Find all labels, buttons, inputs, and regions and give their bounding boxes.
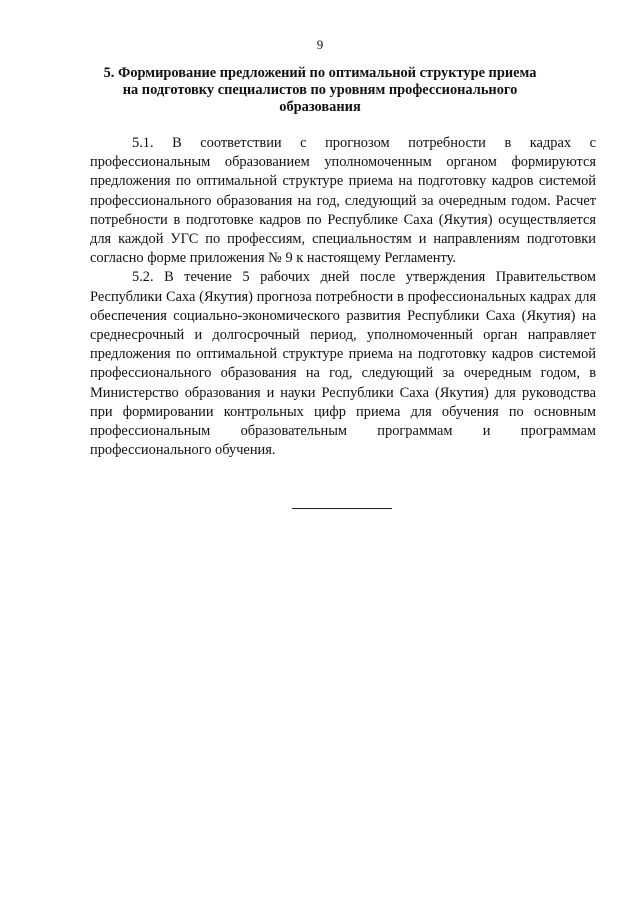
page-number: 9 [316, 37, 324, 52]
paragraph-5-1: 5.1. В соответствии с прогнозом потребности в кадрах с профессиональным образованием уполномоченным органом формируются предложения по оптимальной структуре приема на подготовку кадров системой профессионального образования на год, следующий за очередным годом. Расчет потребности в подготовке кадров по Республике Саха (Якутия) осуществляется для каждой УГС по профессиям, специальностям и направлениям подготовки согласно форме приложения № 9 к настоящему Регламенту. [90, 135, 596, 267]
end-separator-line [292, 508, 392, 509]
body-text [90, 134, 596, 460]
paragraph-5-2: 5.2. В течение 5 рабочих дней после утверждения Правительством Республики Саха (Якутия) прогноза потребности в профессиональных кадрах для обеспечения социально-экономического развития Республики Саха (Якутия) на среднесрочный и долгосрочный период, уполномоченный орган направляет предложения по оптимальной структуре приема на подготовку кадров системой профессионального образования на год, следующий за очередным годом, в Министерство образования и науки Республики Саха (Якутия) для руководства при формировании контрольных цифр приема для обучения по основным профессиональным образовательным программам и программам профессионального обучения. [90, 269, 596, 459]
section-title-line: образования [279, 99, 361, 115]
section-title [90, 65, 550, 116]
section-title-line: 5. Формирование предложений по оптимальной структуре приема [103, 65, 537, 81]
section-title-line: на подготовку специалистов по уровням профессионального [122, 82, 518, 98]
